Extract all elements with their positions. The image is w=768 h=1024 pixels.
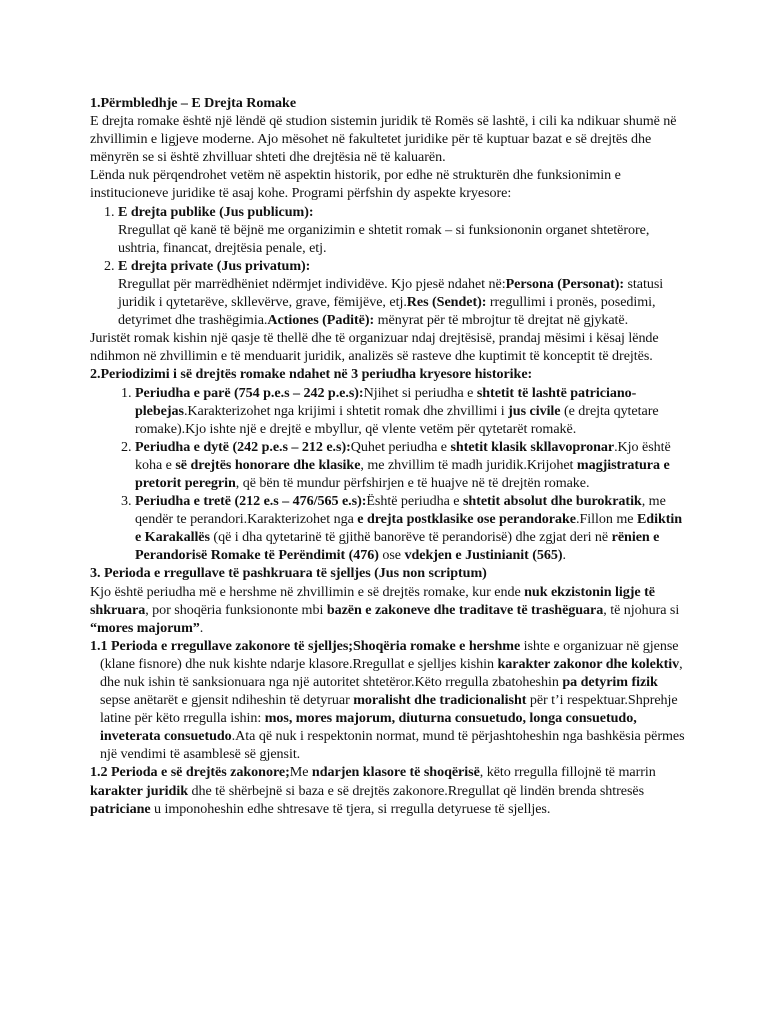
- section-1-2: 1.2 Perioda e së drejtës zakonore;Me ndarjen klasore të shoqërisë, këto rregulla fillojnë të marrin karakter juridik dhe të shërbejnë si baza e së drejtës zakonore.Rregullat që lindën brenda shtresës patriciane u imponoheshin edhe shtresave të tjera, si rregulla detyruese të sjelljes.: [90, 764, 656, 817]
- list-item-period-3: 3. Periudha e tretë (212 e.s – 476/565 e.s):Është periudha e shtetit absolut dhe burokratik, me qendër te perandori.Karakterizohet nga e drejta postklasike ose perandorake.Fillon me Ediktin e Karakallës (që i dha qytetarinë të gjithë banorëve të perandorisë) dhe zgjat deri në rënien e Perandorisë Romake të Perëndimit (476) ose vdekjen e Justinianit (565).: [135, 492, 690, 564]
- heading-unwritten-rules: 3. Perioda e rregullave të pashkruara të sjelljes (Jus non scriptum): [90, 565, 487, 582]
- list-item-period-1: 1. Periudha e parë (754 p.e.s – 242 p.e.s):Njihet si periudha e shtetit të lashtë patriciano-plebejas.Karakterizohet nga krijimi i shtetit romak dhe zhvillimi i jus civile (e drejta qytetare romake).Kjo ishte një e drejtë e mbyllur, që vlente vetëm për qytetarët romakë.: [135, 384, 690, 438]
- document-body: [90, 94, 690, 818]
- periods-list: [90, 384, 690, 565]
- paragraph-intro: E drejta romake është një lëndë që studion sistemin juridik të Romës së lashtë, i cili ka ndikuar shumë në zhvillimin e ligjeve moderne. Ajo mësohet në fakultetet juridike për të kuptuar bazat e së drejtës dhe mënyrën se si është zhvilluar shteti dhe drejtësia në të kaluarën.: [90, 113, 677, 166]
- section-1-1: 1.1 Perioda e rregullave zakonore të sjelljes;Shoqëria romake e hershme ishte e organizuar në gjense (klane fisnore) dhe nuk kishte ndarje klasore.Rregullat e sjelljes kishin karakter zakonor dhe kolektiv, dhe nuk ishin të sanksionuara nga një autoritet shtetëror.Këto rregulla zbatoheshin pa detyrim fizik sepse anëtarët e gjensit ndiheshin të detyruar moralisht dhe tradicionalisht për t’i respektuar.Shprehje latine për këto rregulla ishin: mos, mores majorum, diuturna consuetudo, longa consuetudo, inveterata consuetudo.Ata që nuk i respektonin normat, mund të përjashtoheshin nga bashkësia përmes një vendimi të asamblesë së gjensit.: [90, 637, 685, 763]
- list-item-public-law: 1. E drejta publike (Jus publicum): Rregullat që kanë të bëjnë me organizimin e shtetit romak – si funksiononin organet shtetërore, ushtria, financat, drejtësia penale, etj.: [118, 203, 690, 257]
- heading-summary: 1.Përmbledhje – E Drejta Romake: [90, 95, 297, 111]
- paragraph-jurists: Juristët romak kishin një qasje të thellë dhe të organizuar ndaj drejtësisë, prandaj mësimi i kësaj lënde ndihmon në zhvillimin e të menduarit juridik, analizës së rasteve dhe kuptimit të konceptit të drejtës.: [90, 330, 659, 365]
- list-item-period-2: 2. Periudha e dytë (242 p.e.s – 212 e.s):Quhet periudha e shtetit klasik skllavopronar.Kjo është koha e së drejtës honorare dhe klasike, me zhvillim të madh juridik.Krijohet magjistratura e pretorit peregrin, që bën të mundur përfshirjen e të huajve në të drejtën romake.: [135, 438, 690, 492]
- aspects-list: [90, 203, 690, 330]
- paragraph-unwritten-rules: Kjo është periudha më e hershme në zhvillimin e së drejtës romake, kur ende nuk ekzistonin ligje të shkruara, por shoqëria funksiononte mbi bazën e zakoneve dhe traditave të trashëguara, të njohura si “mores majorum”.: [90, 583, 680, 636]
- heading-periodization: 2.Periodizimi i së drejtës romake ndahet në 3 periudha kryesore historike:: [90, 366, 533, 383]
- list-item-private-law: 2. E drejta private (Jus privatum): Rregullat për marrëdhëniet ndërmjet individëve. Kjo pjesë ndahet në:Persona (Personat): statusi juridik i qytetarëve, skllevërve, grave, fëmijëve, etj.Res (Sendet): rregullimi i pronës, posedimi, detyrimet dhe trashëgimia.Actiones (Paditë): mënyrat për të mbrojtur të drejtat në gjykatë.: [118, 257, 690, 329]
- paragraph-program: Lënda nuk përqendrohet vetëm në aspektin historik, por edhe në strukturën dhe funksionimin e institucioneve juridike të asaj kohe. Programi përfshin dy aspekte kryesore:: [90, 167, 621, 202]
